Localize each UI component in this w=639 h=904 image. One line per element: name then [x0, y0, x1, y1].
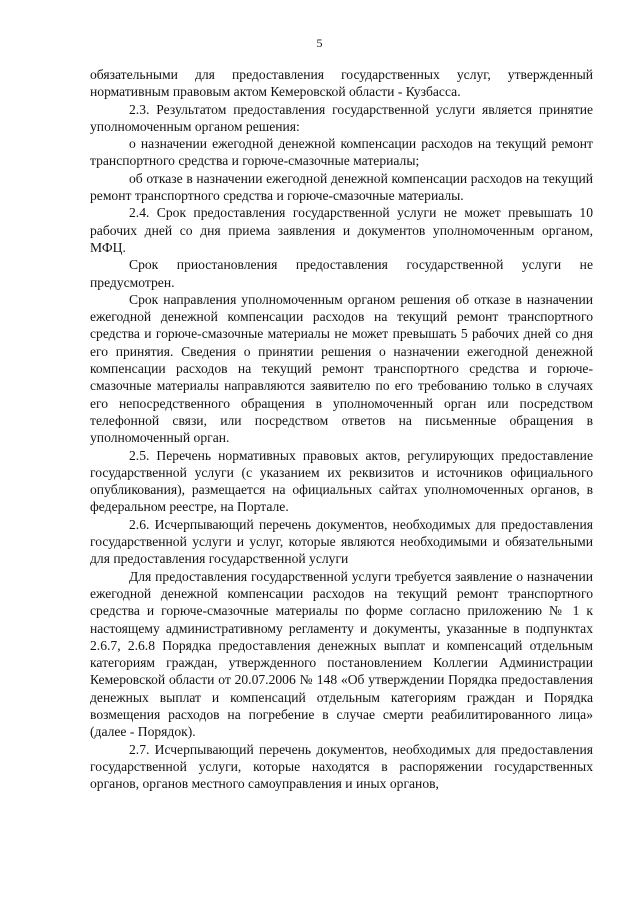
- paragraph-2-5: 2.5. Перечень нормативных правовых актов, регулирующих предоставление государственной услуги (с указанием их реквизитов и источников официального опубликования), размещается на официальных сайтах уполномоченных органов, в федеральном реестре, на Портале.: [90, 447, 593, 515]
- paragraph-continuation: обязательными для предоставления государственных услуг, утвержденный нормативным правовым актом Кемеровской области - Кузбасса.: [90, 67, 593, 100]
- page-number: 5: [316, 36, 323, 50]
- paragraph-2-3-decision-refusal: об отказе в назначении ежегодной денежной компенсации расходов на текущий ремонт транспортного средства и горюче-смазочные материалы.: [90, 170, 593, 204]
- paragraph-2-4-refusal-term: Срок направления уполномоченным органом решения об отказе в назначении ежегодной денежной компенсации расходов на текущий ремонт транспортного средства и горюче-смазочные материалы не может превышать 5 рабочих дней со дня его принятия. Сведения о принятии решения о назначении ежегодной денежной компенсации расходов на текущий ремонт транспортного средства и горюче-смазочные материалы направляются заявителю по его требованию только в случаях его непосредственного обращения в уполномоченный орган или посредством телефонной связи, или посредством ответов на письменные обращения в уполномоченный орган.: [90, 291, 593, 446]
- paragraph-2-3-decision-grant: о назначении ежегодной денежной компенсации расходов на текущий ремонт транспортного средства и горюче-смазочные материалы;: [90, 136, 593, 169]
- document-body: [90, 66, 593, 792]
- paragraph-2-4-suspension: Срок приостановления предоставления государственной услуги не предусмотрен.: [90, 257, 593, 290]
- paragraph-2-7: 2.7. Исчерпывающий перечень документов, необходимых для предоставления государственной услуги, которые находятся в распоряжении государственных органов, органов местного самоуправления и иных органов,: [90, 741, 593, 792]
- paragraph-2-6: 2.6. Исчерпывающий перечень документов, необходимых для предоставления государственной услуги и услуг, которые являются необходимыми и обязательными для предоставления государственной услуги: [90, 516, 593, 567]
- paragraph-2-3: 2.3. Результатом предоставления государственной услуги является принятие уполномоченным органом решения:: [90, 101, 593, 134]
- paragraph-2-4: 2.4. Срок предоставления государственной услуги не может превышать 10 рабочих дней со дня приема заявления и документов уполномоченным органом, МФЦ.: [90, 205, 593, 255]
- paragraph-2-6-application: Для предоставления государственной услуги требуется заявление о назначении ежегодной денежной компенсации расходов на текущий ремонт транспортного средства и горюче-смазочные материалы по форме согласно приложению № 1 к настоящему административному регламенту и документы, указанные в подпунктах 2.6.7, 2.6.8 Порядка предоставления денежных выплат и компенсаций отдельным категориям граждан, утвержденного постановлением Коллегии Администрации Кемеровской области от 20.07.2006 № 148 «Об утверждении Порядка предоставления денежных выплат и компенсаций отдельным категориям граждан и Порядка возмещения расходов на погребение в случае смерти реабилитированного лица» (далее - Порядок).: [90, 568, 593, 740]
